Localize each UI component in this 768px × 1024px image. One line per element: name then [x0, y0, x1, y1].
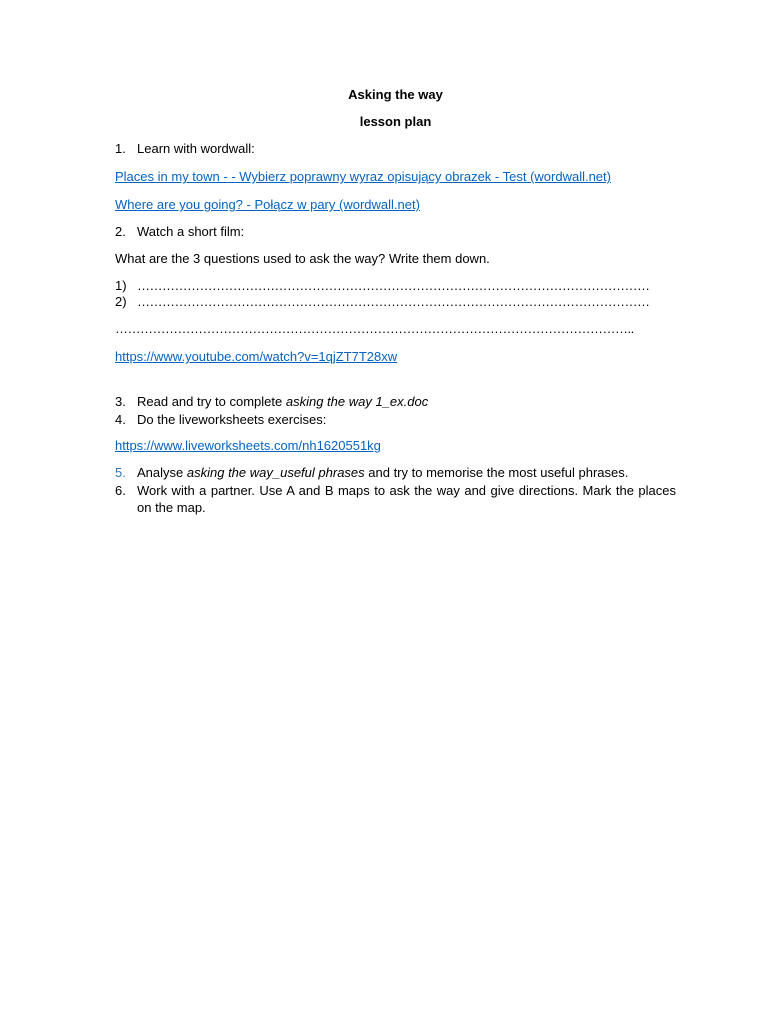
document-body: [115, 86, 676, 516]
step-number: 1.: [115, 141, 126, 156]
step-text: Watch a short film:: [137, 224, 245, 239]
file-name: asking the way 1_ex.doc: [285, 394, 429, 409]
answer-line-3[interactable]: ……………………………………………………………………………………………………………..: [115, 321, 634, 336]
step-number: 2.: [115, 224, 126, 239]
step-text: Learn with wordwall:: [137, 141, 255, 156]
step-text: Do the liveworksheets exercises:: [137, 412, 327, 427]
question-text: What are the 3 questions used to ask the way? Write them down.: [115, 251, 490, 266]
step-text: Read and try to complete: [137, 394, 286, 409]
link-row: [115, 168, 676, 186]
document-subtitle: lesson plan: [359, 114, 432, 129]
step-number: 3.: [115, 394, 126, 409]
step-4: [115, 411, 676, 428]
answer-dots[interactable]: ……………………………………………………………………………………………………………: [137, 278, 650, 293]
step-6: [115, 482, 676, 516]
step-number: 4.: [115, 412, 126, 427]
answer-dots[interactable]: ……………………………………………………………………………………………………………: [137, 294, 650, 309]
step-3: [115, 393, 676, 410]
step-text: and try to memorise the most useful phrases.: [364, 465, 629, 480]
step-2: [115, 223, 676, 240]
wordwall-where-link[interactable]: Where are you going? - Połącz w pary (wordwall.net): [115, 197, 420, 212]
youtube-link[interactable]: https://www.youtube.com/watch?v=1qjZT7T28xw: [115, 349, 398, 364]
wordwall-places-link[interactable]: Places in my town - - Wybierz poprawny wyraz opisujący obrazek - Test (wordwall.net): [115, 169, 611, 184]
answer-line-2: [115, 294, 676, 310]
answer-number: 2): [115, 294, 127, 309]
link-row: [115, 196, 676, 214]
answer-line-1: [115, 278, 676, 294]
answer-number: 1): [115, 278, 127, 293]
link-row: [115, 348, 676, 366]
step-text: Analyse: [137, 465, 187, 480]
step-5: [115, 464, 676, 481]
link-row: [115, 437, 676, 455]
file-name: asking the way_useful phrases: [186, 465, 365, 480]
step-text: Work with a partner. Use A and B maps to ask the way and give directions. Mark the places on the map.: [137, 483, 676, 515]
document-title: Asking the way: [348, 87, 443, 102]
step-1: [115, 140, 676, 157]
step-number: 6.: [115, 483, 126, 498]
liveworksheets-link[interactable]: https://www.liveworksheets.com/nh1620551kg: [115, 438, 381, 453]
step-number: 5.: [115, 465, 126, 480]
